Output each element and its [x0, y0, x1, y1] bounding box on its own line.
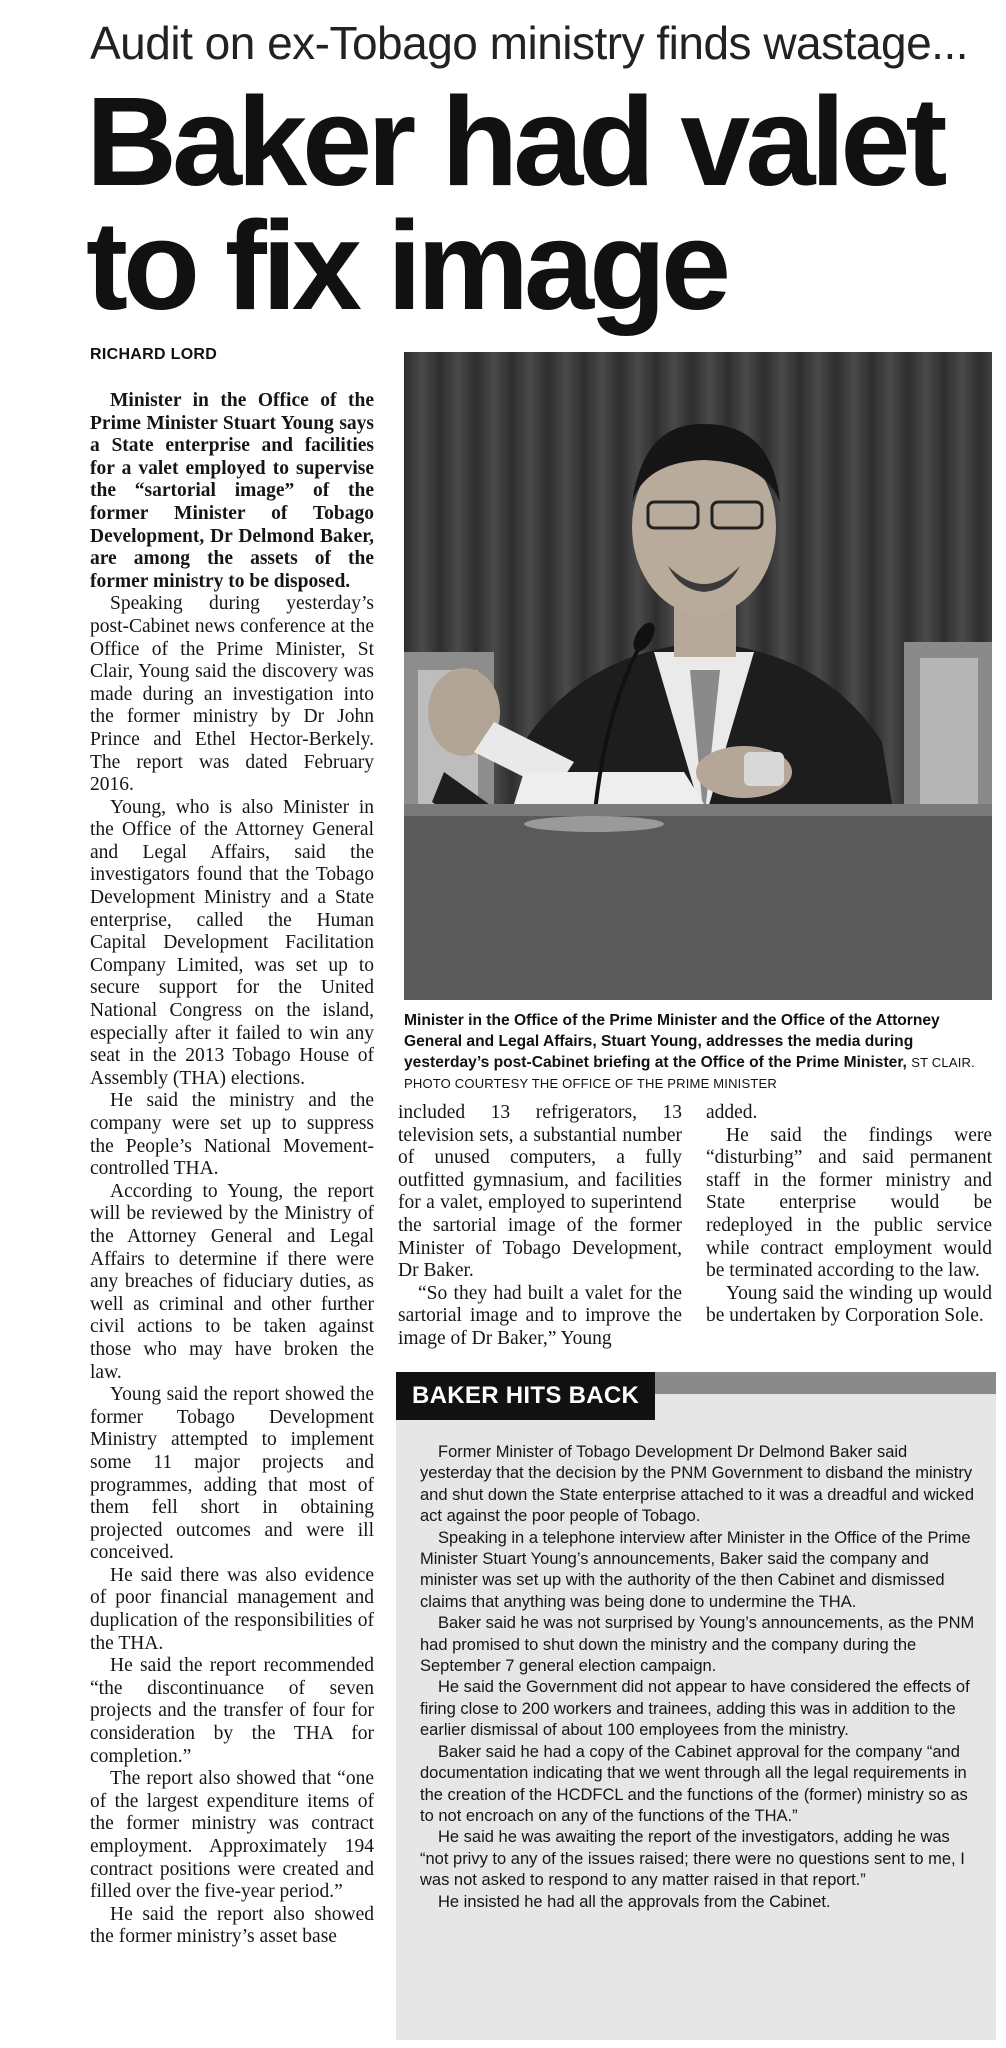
sidebar-body [420, 1442, 982, 1913]
story-paragraph: He said the report recommended “the discontinuance of seven projects and the transfer of four for consideration by the THA for completion.” [90, 1655, 374, 1767]
story-paragraph: “So they had built a valet for the sartorial image and to improve the image of Dr Baker,” Young [398, 1282, 682, 1349]
news-photo [404, 352, 992, 1000]
caption-text: Minister in the Office of the Prime Minister and the Office of the Attorney General and Legal Affairs, Stuart Young, addresses the media during yesterday’s post-Cabinet briefing at the Office of the Prime Minister, [404, 1012, 940, 1071]
sidebar-paragraph: Speaking in a telephone interview after Minister in the Office of the Prime Minister Stuart Young’s announcements, Baker said the company and minister was set up with the authority of the then Cabinet and dismissed claims that anything was being done to undermine the THA. [420, 1528, 971, 1611]
sidebar-paragraph: Baker said he was not surprised by Young’s announcements, as the PNM had promised to shut down the ministry and the company during the September 7 general election campaign. [420, 1614, 975, 1676]
kicker-headline: Audit on ex-Tobago ministry finds wastage... [90, 17, 969, 69]
story-paragraph: He said the findings were “disturbing” and said permanent staff in the former ministry and State enterprise would be redeployed in the public service while contract employment would be terminated according to the law. [706, 1124, 992, 1282]
sidebar-paragraph: Baker said he had a copy of the Cabinet approval for the company “and documentation indicating that we went through all the legal requirements in the creation of the HCDFCL and the functions of the (former) ministry so as to not encroach on any of the functions of the THA.” [420, 1742, 968, 1825]
headline-line-1: Baker had valet [86, 71, 943, 212]
byline: RICHARD LORD [90, 346, 218, 363]
sidebar-paragraph: He insisted he had all the approvals from the Cabinet. [438, 1892, 831, 1911]
sidebar-box [396, 1372, 996, 2040]
sidebar-paragraph: He said the Government did not appear to have considered the effects of firing close to 200 workers and trainees, adding this was in addition to the earlier dismissal of about 100 employees from the ministry. [420, 1678, 970, 1740]
story-paragraph: He said the ministry and the company were set up to suppress the People’s National Movement-controlled THA. [90, 1090, 374, 1180]
story-paragraph: Speaking during yesterday’s post-Cabinet news conference at the Office of the Prime Minister, St Clair, Young said the discovery was made during an investigation into the former ministry by Dr John Prince and Ethel Hector-Berkely. The report was dated February 2016. [90, 593, 374, 796]
story-lead-paragraph: Minister in the Office of the Prime Minister Stuart Young says a State enterprise and facilities for a valet employed to supervise the “sartorial image” of the former Minister of Tobago Development, Dr Delmond Baker, are among the assets of the former ministry to be disposed. [90, 390, 374, 592]
photo-credit: ST CLAIR. PHOTO COURTESY THE OFFICE OF THE PRIME MINISTER [404, 1055, 975, 1091]
story-paragraph: Young said the winding up would be undertaken by Corporation Sole. [706, 1282, 992, 1327]
sidebar-paragraph: Former Minister of Tobago Development Dr Delmond Baker said yesterday that the decision by the PNM Government to disband the ministry and shut down the State enterprise attached to it was a dreadful and wicked act against the poor people of Tobago. [420, 1443, 975, 1526]
main-headline [86, 71, 996, 336]
story-paragraph: The report also showed that “one of the largest expenditure items of the former ministry was contract employment. Approximately 194 contract positions were created and filled over the five-year period.” [90, 1768, 374, 1903]
story-paragraph: According to Young, the report will be reviewed by the Ministry of the Attorney General and Legal Affairs to determine if there were any breaches of fiduciary duties, as well as criminal and other further civil actions to be taken against those who may have broken the law. [90, 1180, 374, 1383]
story-column-3 [706, 1102, 992, 1328]
story-paragraph: He said the report also showed the former ministry’s asset base [90, 1903, 374, 1948]
story-column-2 [398, 1102, 682, 1351]
photo-illustration [404, 352, 992, 1000]
story-paragraph: included 13 refrigerators, 13 television sets, a substantial number of unused computers, a fully outfitted gymnasium, and facilities for a valet, employed to superintend the sartorial image of the former Minister of Tobago Development, Dr Baker. [398, 1102, 682, 1282]
photo-caption [404, 1010, 994, 1094]
story-column-1 [90, 390, 374, 1949]
story-paragraph: Young said the report showed the former Tobago Development Ministry attempted to implement some 11 major projects and programmes, adding that most of them fell short in obtaining projected outcomes and were ill conceived. [90, 1384, 374, 1564]
sidebar-heading: BAKER HITS BACK [396, 1372, 655, 1420]
headline-line-2: to fix image [86, 195, 727, 336]
story-paragraph: He said there was also evidence of poor financial management and duplication of the responsibilities of the THA. [90, 1564, 374, 1654]
sidebar-paragraph: He said he was awaiting the report of the investigators, adding he was “not privy to any of the issues raised; there were no questions sent to me, I was not asked to respond to any matter raised in that report.” [420, 1828, 965, 1890]
story-paragraph: Young, who is also Minister in the Office of the Attorney General and Legal Affairs, said the investigators found that the Tobago Development Ministry and a State enterprise, called the Human Capital Development Facilitation Company Limited, was set up to secure support for the United National Congress on the island, especially after it failed to win any seat in the 2013 Tobago House of Assembly (THA) elections. [90, 796, 374, 1089]
story-paragraph: added. [706, 1102, 758, 1123]
